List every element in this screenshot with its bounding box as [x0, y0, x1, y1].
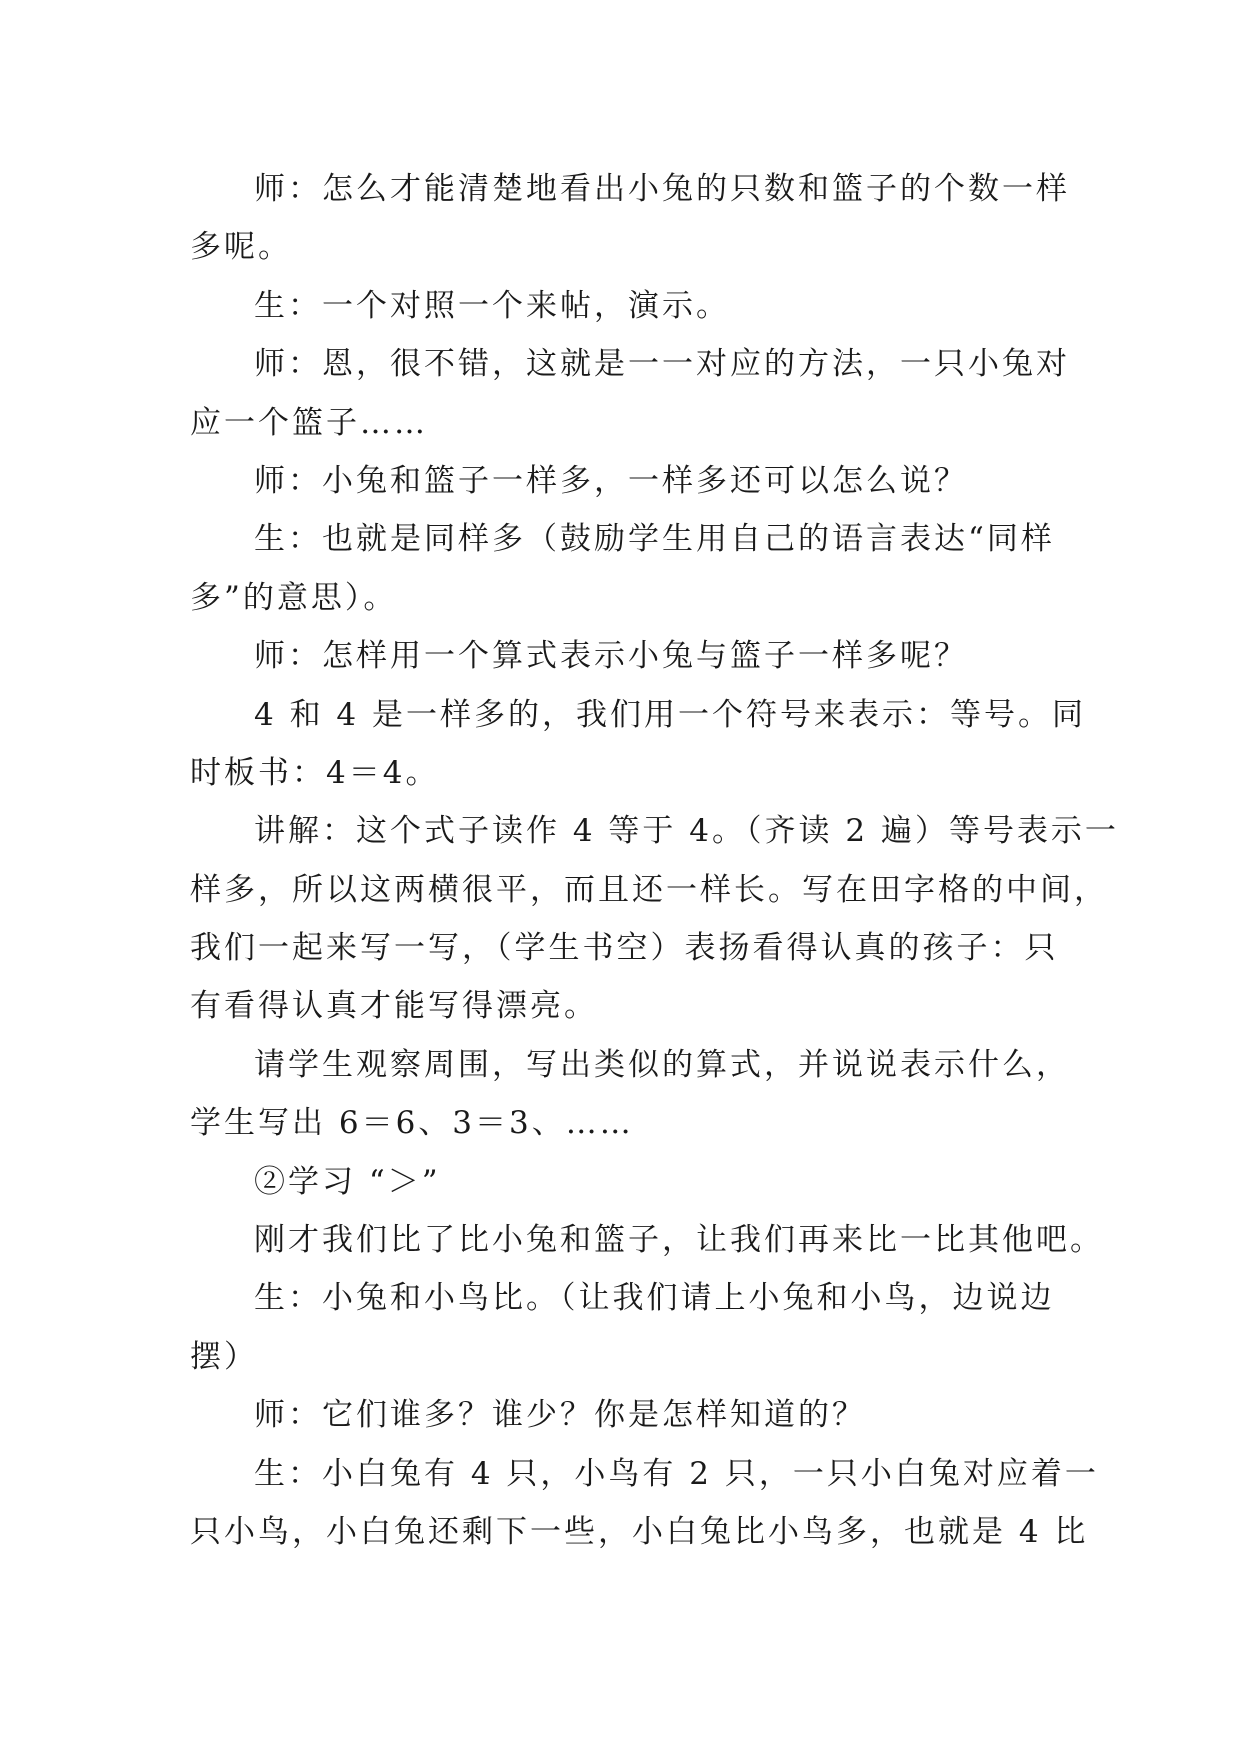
paragraph-line: 师：小兔和篮子一样多，一样多还可以怎么说？ [254, 462, 968, 499]
paragraph-line: 应一个篮子…… [190, 404, 428, 441]
paragraph-line: 讲解：这个式子读作 4 等于 4。（齐读 2 遍）等号表示一 [254, 813, 1119, 850]
paragraph-line: 师：它们谁多？谁少？你是怎样知道的？ [254, 1397, 866, 1434]
paragraph-line: 师：怎样用一个算式表示小兔与篮子一样多呢？ [254, 638, 968, 675]
document-body [190, 160, 1119, 1561]
paragraph-line: 师：恩，很不错，这就是一一对应的方法，一只小兔对 [254, 346, 1070, 383]
paragraph-line: 样多，所以这两横很平，而且还一样长。写在田字格的中间， [190, 871, 1108, 908]
paragraph-line: 只小鸟，小白兔还剩下一些，小白兔比小鸟多，也就是 4 比 [190, 1513, 1089, 1550]
paragraph-line: 生：一个对照一个来帖，演示。 [254, 287, 730, 324]
paragraph-line: 我们一起来写一写，（学生书空）表扬看得认真的孩子：只 [190, 930, 1059, 967]
paragraph-line: 摆） [190, 1338, 258, 1375]
paragraph-line: 师：怎么才能清楚地看出小兔的只数和篮子的个数一样 [254, 171, 1070, 207]
paragraph-line: 多”的意思）。 [190, 579, 398, 616]
section-heading: ②学习 “＞” [254, 1163, 441, 1200]
paragraph-line: 有看得认真才能写得漂亮。 [190, 988, 598, 1025]
paragraph-line: 生：小白兔有 4 只，小鸟有 2 只，一只小白兔对应着一 [254, 1455, 1099, 1492]
paragraph-line: 请学生观察周围，写出类似的算式，并说说表示什么， [254, 1046, 1070, 1083]
paragraph-line: 刚才我们比了比小兔和篮子，让我们再来比一比其他吧。 [254, 1222, 1104, 1259]
paragraph-line: 学生写出 6＝6、3＝3、…… [190, 1105, 634, 1142]
paragraph-line: 时板书：4＝4。 [190, 754, 440, 791]
paragraph-line: 生：小兔和小鸟比。（让我们请上小兔和小鸟，边说边 [254, 1280, 1055, 1317]
paragraph-line: 4 和 4 是一样多的，我们用一个符号来表示：等号。同 [254, 696, 1087, 733]
paragraph-line: 多呢。 [190, 229, 292, 266]
paragraph-line: 生：也就是同样多（鼓励学生用自己的语言表达“同样 [254, 521, 1055, 558]
